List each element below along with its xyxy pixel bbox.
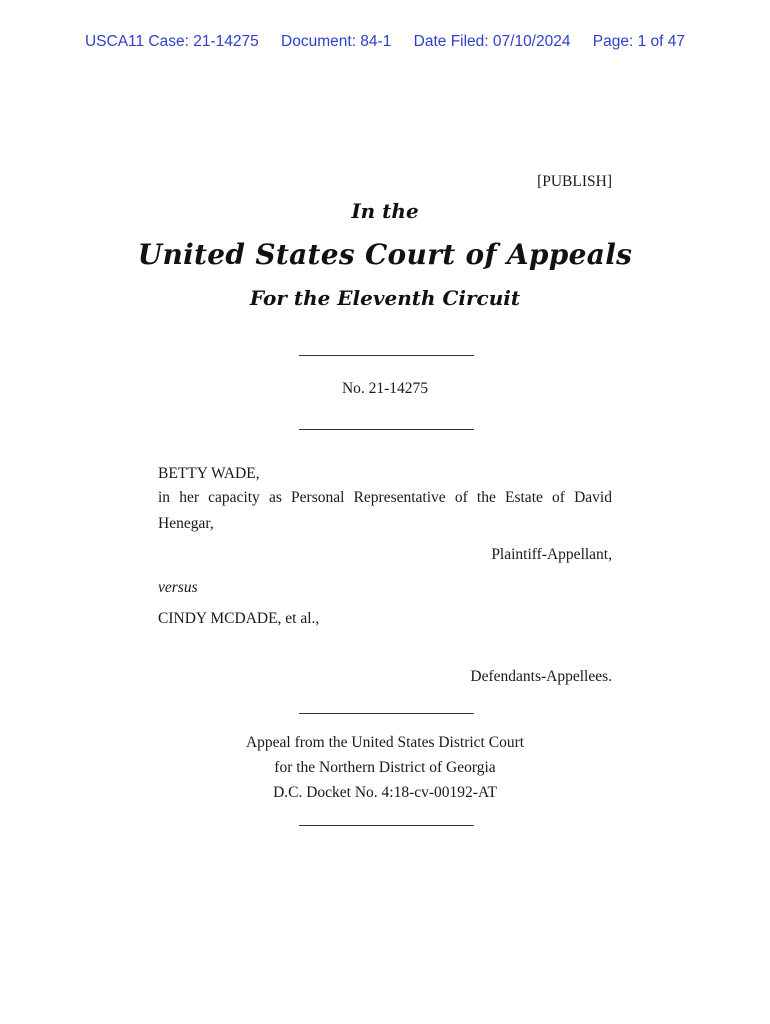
header-case-number: USCA11 Case: 21-14275 bbox=[84, 33, 259, 50]
divider-rule bbox=[299, 825, 474, 826]
publish-label: [PUBLISH] bbox=[537, 173, 612, 190]
header-document-number: Document: 84-1 bbox=[281, 33, 392, 50]
plaintiff-capacity-line: in her capacity as Personal Representative of the Estate of David bbox=[158, 489, 612, 506]
plaintiff-name: BETTY WADE, bbox=[158, 465, 260, 482]
appeal-district-line: for the Northern District of Georgia bbox=[274, 759, 496, 776]
case-number: No. 21-14275 bbox=[341, 380, 429, 397]
divider-rule bbox=[299, 713, 474, 714]
versus-label: versus bbox=[158, 579, 198, 596]
divider-rule bbox=[299, 429, 474, 430]
filing-header bbox=[0, 33, 770, 51]
circuit-name: For the Eleventh Circuit bbox=[249, 286, 521, 310]
defendant-role: Defendants-Appellees. bbox=[470, 668, 612, 685]
defendant-name: CINDY MCDADE, et al., bbox=[158, 610, 320, 627]
plaintiff-role: Plaintiff-Appellant, bbox=[491, 546, 612, 563]
court-heading-in-the: In the bbox=[351, 199, 419, 223]
court-name: United States Court of Appeals bbox=[137, 238, 633, 271]
header-date-filed: Date Filed: 07/10/2024 bbox=[413, 33, 571, 50]
appeal-origin-line: Appeal from the United States District Court bbox=[245, 734, 525, 751]
header-page-count: Page: 1 of 47 bbox=[592, 33, 686, 50]
plaintiff-capacity-line: Henegar, bbox=[158, 515, 214, 532]
docket-number: D.C. Docket No. 4:18-cv-00192-AT bbox=[273, 784, 497, 801]
divider-rule bbox=[299, 355, 474, 356]
